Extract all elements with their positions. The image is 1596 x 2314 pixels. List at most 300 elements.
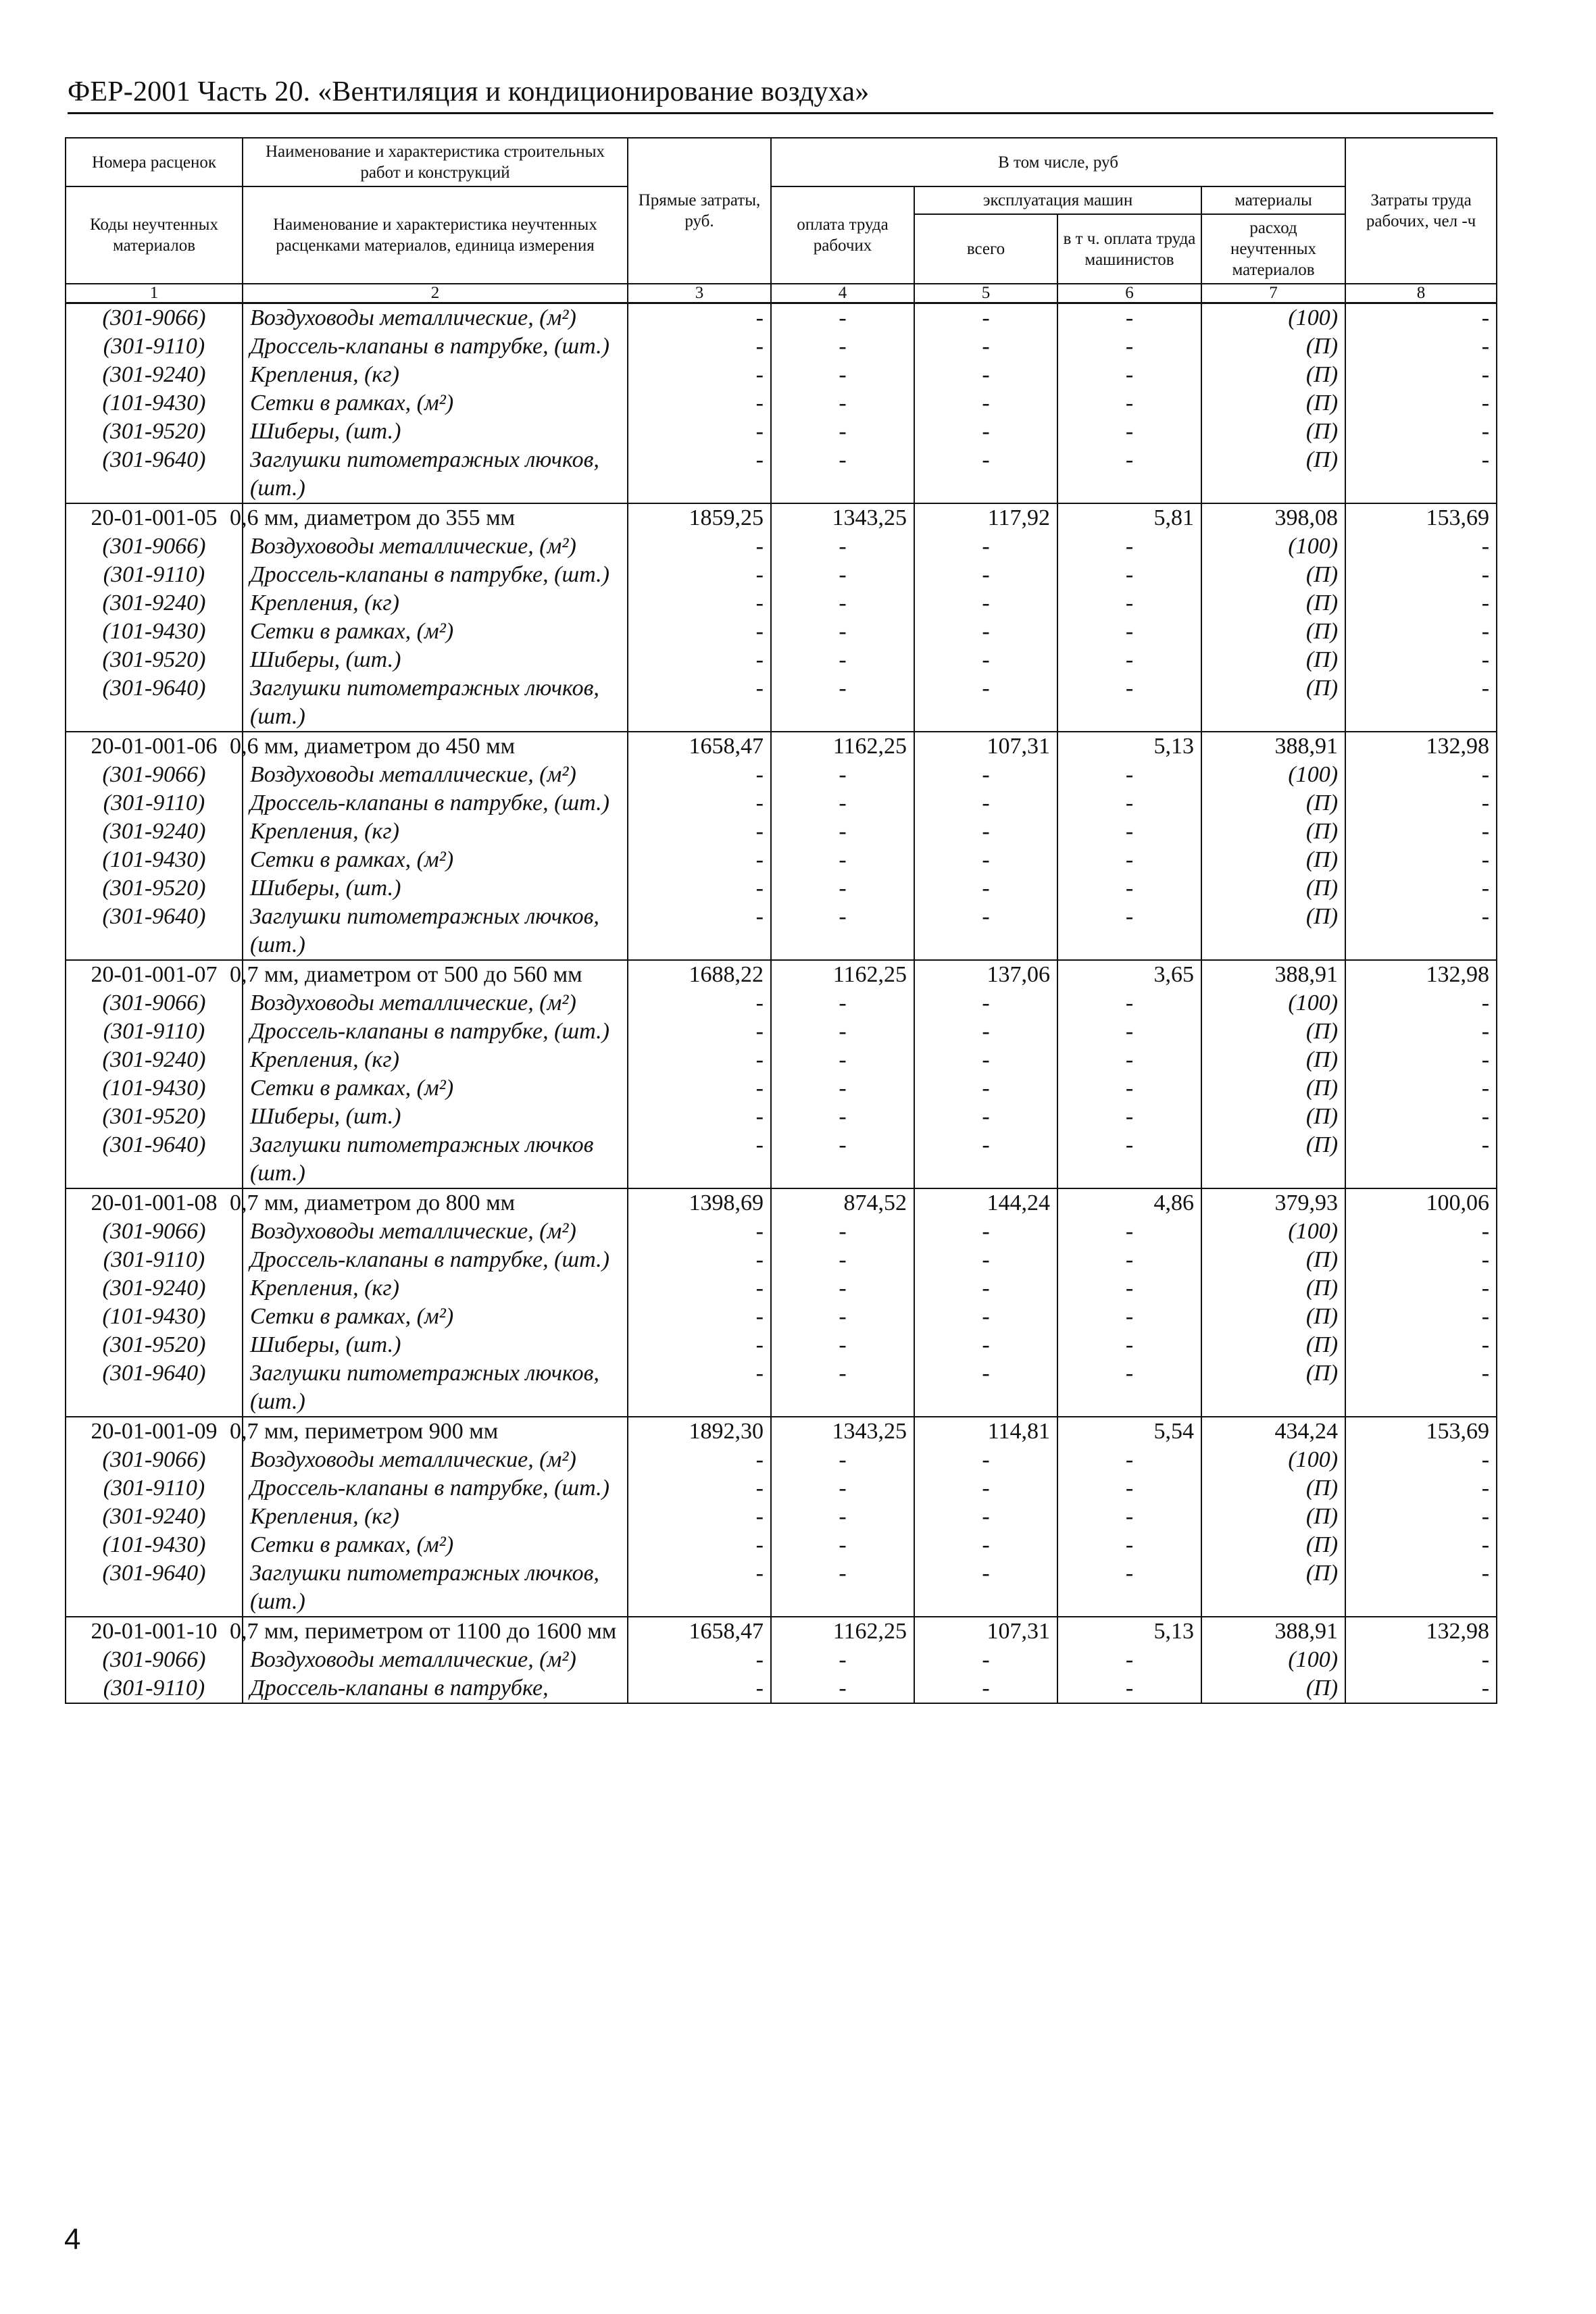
materials-cell: 434,24 — [1201, 1417, 1345, 1446]
direct-costs-cell: - — [628, 1046, 771, 1074]
material-row — [66, 874, 1497, 903]
code-cell: (301-9066) — [66, 303, 243, 333]
code-cell: (301-9520) — [66, 1331, 243, 1359]
machinist-wages-cell: - — [1057, 989, 1201, 1017]
code-cell: (301-9640) — [66, 1559, 243, 1617]
direct-costs-cell: - — [628, 389, 771, 418]
labor-hours-cell: - — [1345, 761, 1497, 789]
name-cell: Дроссель-клапаны в патрубке, (шт.) — [243, 332, 628, 361]
material-row — [66, 332, 1497, 361]
material-row — [66, 1217, 1497, 1246]
machinist-wages-cell: - — [1057, 903, 1201, 960]
machinist-wages-cell: - — [1057, 761, 1201, 789]
column-number: 4 — [771, 284, 914, 303]
machinist-wages-cell: - — [1057, 589, 1201, 618]
materials-cell: (П) — [1201, 1074, 1345, 1103]
machines-total-cell: 114,81 — [914, 1417, 1057, 1446]
materials-cell: (П) — [1201, 418, 1345, 446]
labor-wages-cell: - — [771, 846, 914, 874]
column-number: 5 — [914, 284, 1057, 303]
materials-cell: (П) — [1201, 1017, 1345, 1046]
column-number: 8 — [1345, 284, 1497, 303]
name-cell: Дроссель-клапаны в патрубке, — [243, 1674, 628, 1703]
code-cell: 20-01-001-09 — [66, 1417, 243, 1446]
machinist-wages-cell: - — [1057, 674, 1201, 732]
code-cell: (301-9066) — [66, 532, 243, 561]
labor-hours-cell: - — [1345, 532, 1497, 561]
rate-row — [66, 503, 1497, 532]
direct-costs-cell: - — [628, 818, 771, 846]
name-cell: Дроссель-клапаны в патрубке, (шт.) — [243, 1017, 628, 1046]
materials-cell: (П) — [1201, 561, 1345, 589]
name-cell: 0,7 мм, диаметром до 800 мм — [243, 1188, 628, 1217]
name-cell: Воздуховоды металлические, (м²) — [243, 1646, 628, 1674]
labor-hours-cell: - — [1345, 589, 1497, 618]
materials-cell: (П) — [1201, 1303, 1345, 1331]
materials-cell: (П) — [1201, 1559, 1345, 1617]
materials-cell: 379,93 — [1201, 1188, 1345, 1217]
labor-wages-cell: 874,52 — [771, 1188, 914, 1217]
labor-wages-cell: 1162,25 — [771, 732, 914, 761]
machines-total-cell: - — [914, 332, 1057, 361]
price-table — [65, 137, 1497, 1704]
code-cell: (301-9240) — [66, 1046, 243, 1074]
labor-hours-cell: - — [1345, 1559, 1497, 1617]
direct-costs-cell: - — [628, 532, 771, 561]
machinist-wages-cell: - — [1057, 1246, 1201, 1274]
code-cell: (301-9110) — [66, 561, 243, 589]
code-cell: (101-9430) — [66, 389, 243, 418]
material-row — [66, 418, 1497, 446]
machinist-wages-cell: - — [1057, 332, 1201, 361]
page-title: ФЕР-2001 Часть 20. «Вентиляция и кондиционирование воздуха» — [68, 76, 870, 107]
labor-hours-cell: - — [1345, 1246, 1497, 1274]
direct-costs-cell: 1892,30 — [628, 1417, 771, 1446]
labor-wages-cell: - — [771, 361, 914, 389]
name-cell: Воздуховоды металлические, (м²) — [243, 989, 628, 1017]
labor-hours-cell: - — [1345, 1474, 1497, 1503]
header-labor-wages: оплата труда рабочих — [771, 186, 914, 284]
code-cell: (301-9066) — [66, 761, 243, 789]
code-cell: (101-9430) — [66, 618, 243, 646]
machines-total-cell: - — [914, 1331, 1057, 1359]
material-row — [66, 589, 1497, 618]
code-cell: (301-9066) — [66, 1217, 243, 1246]
name-cell: Сетки в рамках, (м²) — [243, 1074, 628, 1103]
machines-total-cell: - — [914, 989, 1057, 1017]
machines-total-cell: - — [914, 1646, 1057, 1674]
machinist-wages-cell: - — [1057, 1131, 1201, 1188]
column-number: 1 — [66, 284, 243, 303]
machinist-wages-cell: - — [1057, 1303, 1201, 1331]
machines-total-cell: - — [914, 1103, 1057, 1131]
name-cell: Дроссель-клапаны в патрубке, (шт.) — [243, 789, 628, 818]
materials-cell: (П) — [1201, 332, 1345, 361]
direct-costs-cell: - — [628, 1559, 771, 1617]
direct-costs-cell: - — [628, 846, 771, 874]
material-row — [66, 846, 1497, 874]
name-cell: Сетки в рамках, (м²) — [243, 846, 628, 874]
name-cell: Заглушки питометражных лючков, (шт.) — [243, 674, 628, 732]
direct-costs-cell: - — [628, 1017, 771, 1046]
machines-total-cell: - — [914, 789, 1057, 818]
machines-total-cell: 144,24 — [914, 1188, 1057, 1217]
machinist-wages-cell: - — [1057, 1046, 1201, 1074]
machinist-wages-cell: - — [1057, 1217, 1201, 1246]
material-row — [66, 1074, 1497, 1103]
materials-cell: (П) — [1201, 589, 1345, 618]
name-cell: Шиберы, (шт.) — [243, 874, 628, 903]
labor-hours-cell: - — [1345, 1103, 1497, 1131]
machinist-wages-cell: 5,81 — [1057, 503, 1201, 532]
labor-hours-cell: - — [1345, 1017, 1497, 1046]
materials-cell: (П) — [1201, 1331, 1345, 1359]
labor-hours-cell: - — [1345, 1503, 1497, 1531]
machinist-wages-cell: - — [1057, 1274, 1201, 1303]
labor-wages-cell: - — [771, 618, 914, 646]
code-cell: 20-01-001-07 — [66, 960, 243, 989]
name-cell: Дроссель-клапаны в патрубке, (шт.) — [243, 561, 628, 589]
labor-hours-cell: - — [1345, 389, 1497, 418]
machinist-wages-cell: - — [1057, 561, 1201, 589]
direct-costs-cell: - — [628, 646, 771, 674]
material-row — [66, 1303, 1497, 1331]
materials-cell: (П) — [1201, 1131, 1345, 1188]
name-cell: 0,7 мм, диаметром от 500 до 560 мм — [243, 960, 628, 989]
machines-total-cell: - — [914, 1274, 1057, 1303]
labor-wages-cell: - — [771, 818, 914, 846]
code-cell: (301-9520) — [66, 1103, 243, 1131]
material-row — [66, 561, 1497, 589]
direct-costs-cell: - — [628, 418, 771, 446]
materials-cell: (П) — [1201, 846, 1345, 874]
page-number: 4 — [64, 2223, 81, 2256]
machines-total-cell: - — [914, 1559, 1057, 1617]
name-cell: Воздуховоды металлические, (м²) — [243, 532, 628, 561]
material-row — [66, 1359, 1497, 1417]
rate-row — [66, 1188, 1497, 1217]
direct-costs-cell: - — [628, 361, 771, 389]
labor-wages-cell: - — [771, 589, 914, 618]
materials-cell: (П) — [1201, 1531, 1345, 1559]
direct-costs-cell: - — [628, 1531, 771, 1559]
machinist-wages-cell: - — [1057, 1503, 1201, 1531]
labor-wages-cell: - — [771, 761, 914, 789]
header-materials: материалы — [1201, 186, 1345, 214]
material-row — [66, 1503, 1497, 1531]
machines-total-cell: - — [914, 361, 1057, 389]
machinist-wages-cell: 5,13 — [1057, 1617, 1201, 1646]
labor-hours-cell: - — [1345, 989, 1497, 1017]
materials-cell: (100) — [1201, 532, 1345, 561]
materials-cell: (П) — [1201, 1246, 1345, 1274]
header-col1-top: Номера расценок — [66, 138, 243, 186]
machinist-wages-cell: - — [1057, 1446, 1201, 1474]
name-cell: Шиберы, (шт.) — [243, 646, 628, 674]
labor-hours-cell: 100,06 — [1345, 1188, 1497, 1217]
labor-wages-cell: - — [771, 1531, 914, 1559]
machinist-wages-cell: - — [1057, 532, 1201, 561]
name-cell: Крепления, (кг) — [243, 1503, 628, 1531]
machines-total-cell: - — [914, 303, 1057, 333]
name-cell: Сетки в рамках, (м²) — [243, 389, 628, 418]
materials-cell: (П) — [1201, 361, 1345, 389]
materials-cell: (100) — [1201, 989, 1345, 1017]
machines-total-cell: - — [914, 674, 1057, 732]
labor-hours-cell: 132,98 — [1345, 732, 1497, 761]
labor-hours-cell: - — [1345, 1131, 1497, 1188]
labor-wages-cell: - — [771, 1017, 914, 1046]
machines-total-cell: - — [914, 1531, 1057, 1559]
header-unaccounted-materials: расход неучтенных материалов — [1201, 214, 1345, 284]
labor-hours-cell: - — [1345, 1674, 1497, 1703]
materials-cell: (П) — [1201, 789, 1345, 818]
direct-costs-cell: 1658,47 — [628, 1617, 771, 1646]
machinist-wages-cell: - — [1057, 1474, 1201, 1503]
name-cell: 0,6 мм, диаметром до 355 мм — [243, 503, 628, 532]
material-row — [66, 532, 1497, 561]
material-row — [66, 1331, 1497, 1359]
machines-total-cell: - — [914, 818, 1057, 846]
material-row — [66, 989, 1497, 1017]
code-cell: 20-01-001-10 — [66, 1617, 243, 1646]
column-number: 3 — [628, 284, 771, 303]
labor-wages-cell: 1343,25 — [771, 1417, 914, 1446]
materials-cell: (П) — [1201, 1474, 1345, 1503]
machines-total-cell: 137,06 — [914, 960, 1057, 989]
name-cell: Сетки в рамках, (м²) — [243, 1303, 628, 1331]
code-cell: (301-9066) — [66, 1446, 243, 1474]
material-row — [66, 446, 1497, 503]
header-col1-bottom: Коды неучтенных материалов — [66, 186, 243, 284]
labor-hours-cell: - — [1345, 1646, 1497, 1674]
materials-cell: 388,91 — [1201, 960, 1345, 989]
machinist-wages-cell: - — [1057, 418, 1201, 446]
machines-total-cell: - — [914, 1303, 1057, 1331]
machinist-wages-cell: - — [1057, 874, 1201, 903]
machinist-wages-cell: - — [1057, 846, 1201, 874]
labor-hours-cell: - — [1345, 789, 1497, 818]
code-cell: (301-9240) — [66, 1503, 243, 1531]
code-cell: (301-9240) — [66, 589, 243, 618]
code-cell: (301-9640) — [66, 1131, 243, 1188]
labor-wages-cell: - — [771, 1246, 914, 1274]
name-cell: Воздуховоды металлические, (м²) — [243, 1217, 628, 1246]
labor-wages-cell: - — [771, 1359, 914, 1417]
labor-wages-cell: - — [771, 1217, 914, 1246]
header-machines-total: всего — [914, 214, 1057, 284]
materials-cell: (100) — [1201, 303, 1345, 333]
name-cell: Крепления, (кг) — [243, 1046, 628, 1074]
code-cell: (301-9066) — [66, 1646, 243, 1674]
machinist-wages-cell: - — [1057, 646, 1201, 674]
machines-total-cell: - — [914, 1017, 1057, 1046]
direct-costs-cell: - — [628, 903, 771, 960]
labor-hours-cell: - — [1345, 418, 1497, 446]
name-cell: Шиберы, (шт.) — [243, 418, 628, 446]
material-row — [66, 1046, 1497, 1074]
machines-total-cell: 117,92 — [914, 503, 1057, 532]
material-row — [66, 1246, 1497, 1274]
machinist-wages-cell: - — [1057, 1559, 1201, 1617]
header-labor-hours: Затраты труда рабочих, чел -ч — [1345, 138, 1497, 284]
name-cell: Дроссель-клапаны в патрубке, (шт.) — [243, 1474, 628, 1503]
labor-wages-cell: - — [771, 674, 914, 732]
materials-cell: (100) — [1201, 761, 1345, 789]
labor-hours-cell: - — [1345, 646, 1497, 674]
machines-total-cell: - — [914, 1359, 1057, 1417]
materials-cell: (П) — [1201, 1103, 1345, 1131]
materials-cell: (П) — [1201, 1503, 1345, 1531]
materials-cell: (П) — [1201, 1046, 1345, 1074]
material-row — [66, 903, 1497, 960]
labor-wages-cell: - — [771, 1503, 914, 1531]
labor-wages-cell: - — [771, 1559, 914, 1617]
machines-total-cell: - — [914, 446, 1057, 503]
machines-total-cell: - — [914, 1131, 1057, 1188]
name-cell: Заглушки питометражных лючков, (шт.) — [243, 903, 628, 960]
code-cell: (301-9240) — [66, 1274, 243, 1303]
direct-costs-cell: - — [628, 303, 771, 333]
rate-row — [66, 732, 1497, 761]
labor-hours-cell: - — [1345, 1331, 1497, 1359]
machinist-wages-cell: - — [1057, 618, 1201, 646]
labor-hours-cell: - — [1345, 561, 1497, 589]
name-cell: Шиберы, (шт.) — [243, 1103, 628, 1131]
labor-hours-cell: 132,98 — [1345, 960, 1497, 989]
labor-hours-cell: - — [1345, 303, 1497, 333]
machinist-wages-cell: 5,54 — [1057, 1417, 1201, 1446]
materials-cell: (П) — [1201, 646, 1345, 674]
material-row — [66, 674, 1497, 732]
column-number: 6 — [1057, 284, 1201, 303]
code-cell: (301-9110) — [66, 1246, 243, 1274]
labor-wages-cell: - — [771, 1131, 914, 1188]
machines-total-cell: - — [914, 1474, 1057, 1503]
code-cell: (301-9240) — [66, 818, 243, 846]
material-row — [66, 1103, 1497, 1131]
machines-total-cell: - — [914, 1446, 1057, 1474]
code-cell: (301-9520) — [66, 418, 243, 446]
direct-costs-cell: - — [628, 1474, 771, 1503]
machinist-wages-cell: 5,13 — [1057, 732, 1201, 761]
machinist-wages-cell: - — [1057, 789, 1201, 818]
labor-hours-cell: - — [1345, 1046, 1497, 1074]
materials-cell: (П) — [1201, 618, 1345, 646]
materials-cell: (П) — [1201, 818, 1345, 846]
materials-cell: (П) — [1201, 1359, 1345, 1417]
name-cell: Заглушки питометражных лючков, (шт.) — [243, 446, 628, 503]
machines-total-cell: - — [914, 903, 1057, 960]
machinist-wages-cell: - — [1057, 1331, 1201, 1359]
materials-cell: 388,91 — [1201, 732, 1345, 761]
header-machinist-wages: в т ч. оплата труда машинистов — [1057, 214, 1201, 284]
material-row — [66, 618, 1497, 646]
name-cell: 0,7 мм, периметром 900 мм — [243, 1417, 628, 1446]
labor-wages-cell: - — [771, 1674, 914, 1703]
labor-wages-cell: - — [771, 789, 914, 818]
machinist-wages-cell: 3,65 — [1057, 960, 1201, 989]
labor-hours-cell: - — [1345, 818, 1497, 846]
machines-total-cell: - — [914, 589, 1057, 618]
machines-total-cell: - — [914, 1503, 1057, 1531]
material-row — [66, 1646, 1497, 1674]
direct-costs-cell: - — [628, 1503, 771, 1531]
materials-cell: (100) — [1201, 1217, 1345, 1246]
code-cell: (301-9110) — [66, 789, 243, 818]
labor-hours-cell: - — [1345, 446, 1497, 503]
labor-hours-cell: 153,69 — [1345, 1417, 1497, 1446]
labor-wages-cell: - — [771, 874, 914, 903]
direct-costs-cell: - — [628, 1646, 771, 1674]
machinist-wages-cell: - — [1057, 1531, 1201, 1559]
header-direct-costs: Прямые затраты, руб. — [628, 138, 771, 284]
code-cell: (101-9430) — [66, 846, 243, 874]
material-row — [66, 818, 1497, 846]
direct-costs-cell: - — [628, 1131, 771, 1188]
materials-cell: (П) — [1201, 903, 1345, 960]
machines-total-cell: 107,31 — [914, 1617, 1057, 1646]
labor-hours-cell: - — [1345, 903, 1497, 960]
header-col2-bottom: Наименование и характеристика неучтенных расценками материалов, единица измерения — [243, 186, 628, 284]
machinist-wages-cell: - — [1057, 303, 1201, 333]
machinist-wages-cell: 4,86 — [1057, 1188, 1201, 1217]
material-row — [66, 1474, 1497, 1503]
labor-hours-cell: - — [1345, 874, 1497, 903]
code-cell: (301-9640) — [66, 903, 243, 960]
machines-total-cell: - — [914, 1246, 1057, 1274]
labor-wages-cell: - — [771, 1103, 914, 1131]
direct-costs-cell: - — [628, 561, 771, 589]
column-number: 7 — [1201, 284, 1345, 303]
labor-hours-cell: - — [1345, 1303, 1497, 1331]
labor-hours-cell: - — [1345, 1359, 1497, 1417]
direct-costs-cell: 1398,69 — [628, 1188, 771, 1217]
code-cell: 20-01-001-06 — [66, 732, 243, 761]
machines-total-cell: - — [914, 1217, 1057, 1246]
header-col2-top: Наименование и характеристика строительных работ и конструкций — [243, 138, 628, 186]
labor-wages-cell: 1162,25 — [771, 1617, 914, 1646]
name-cell: 0,7 мм, периметром от 1100 до 1600 мм — [243, 1617, 628, 1646]
column-number: 2 — [243, 284, 628, 303]
labor-wages-cell: - — [771, 303, 914, 333]
labor-wages-cell: - — [771, 1446, 914, 1474]
materials-cell: (100) — [1201, 1646, 1345, 1674]
machinist-wages-cell: - — [1057, 818, 1201, 846]
labor-wages-cell: 1162,25 — [771, 960, 914, 989]
direct-costs-cell: - — [628, 989, 771, 1017]
material-row — [66, 761, 1497, 789]
code-cell: 20-01-001-05 — [66, 503, 243, 532]
labor-hours-cell: - — [1345, 1074, 1497, 1103]
name-cell: Крепления, (кг) — [243, 818, 628, 846]
direct-costs-cell: - — [628, 1303, 771, 1331]
machines-total-cell: - — [914, 561, 1057, 589]
material-row — [66, 646, 1497, 674]
code-cell: (301-9520) — [66, 646, 243, 674]
name-cell: Воздуховоды металлические, (м²) — [243, 303, 628, 333]
direct-costs-cell: - — [628, 1074, 771, 1103]
machinist-wages-cell: - — [1057, 1646, 1201, 1674]
header-group-including: В том числе, руб — [771, 138, 1345, 186]
direct-costs-cell: - — [628, 446, 771, 503]
rate-row — [66, 1617, 1497, 1646]
materials-cell: 388,91 — [1201, 1617, 1345, 1646]
machinist-wages-cell: - — [1057, 1017, 1201, 1046]
direct-costs-cell: - — [628, 1674, 771, 1703]
labor-hours-cell: - — [1345, 1531, 1497, 1559]
direct-costs-cell: - — [628, 332, 771, 361]
